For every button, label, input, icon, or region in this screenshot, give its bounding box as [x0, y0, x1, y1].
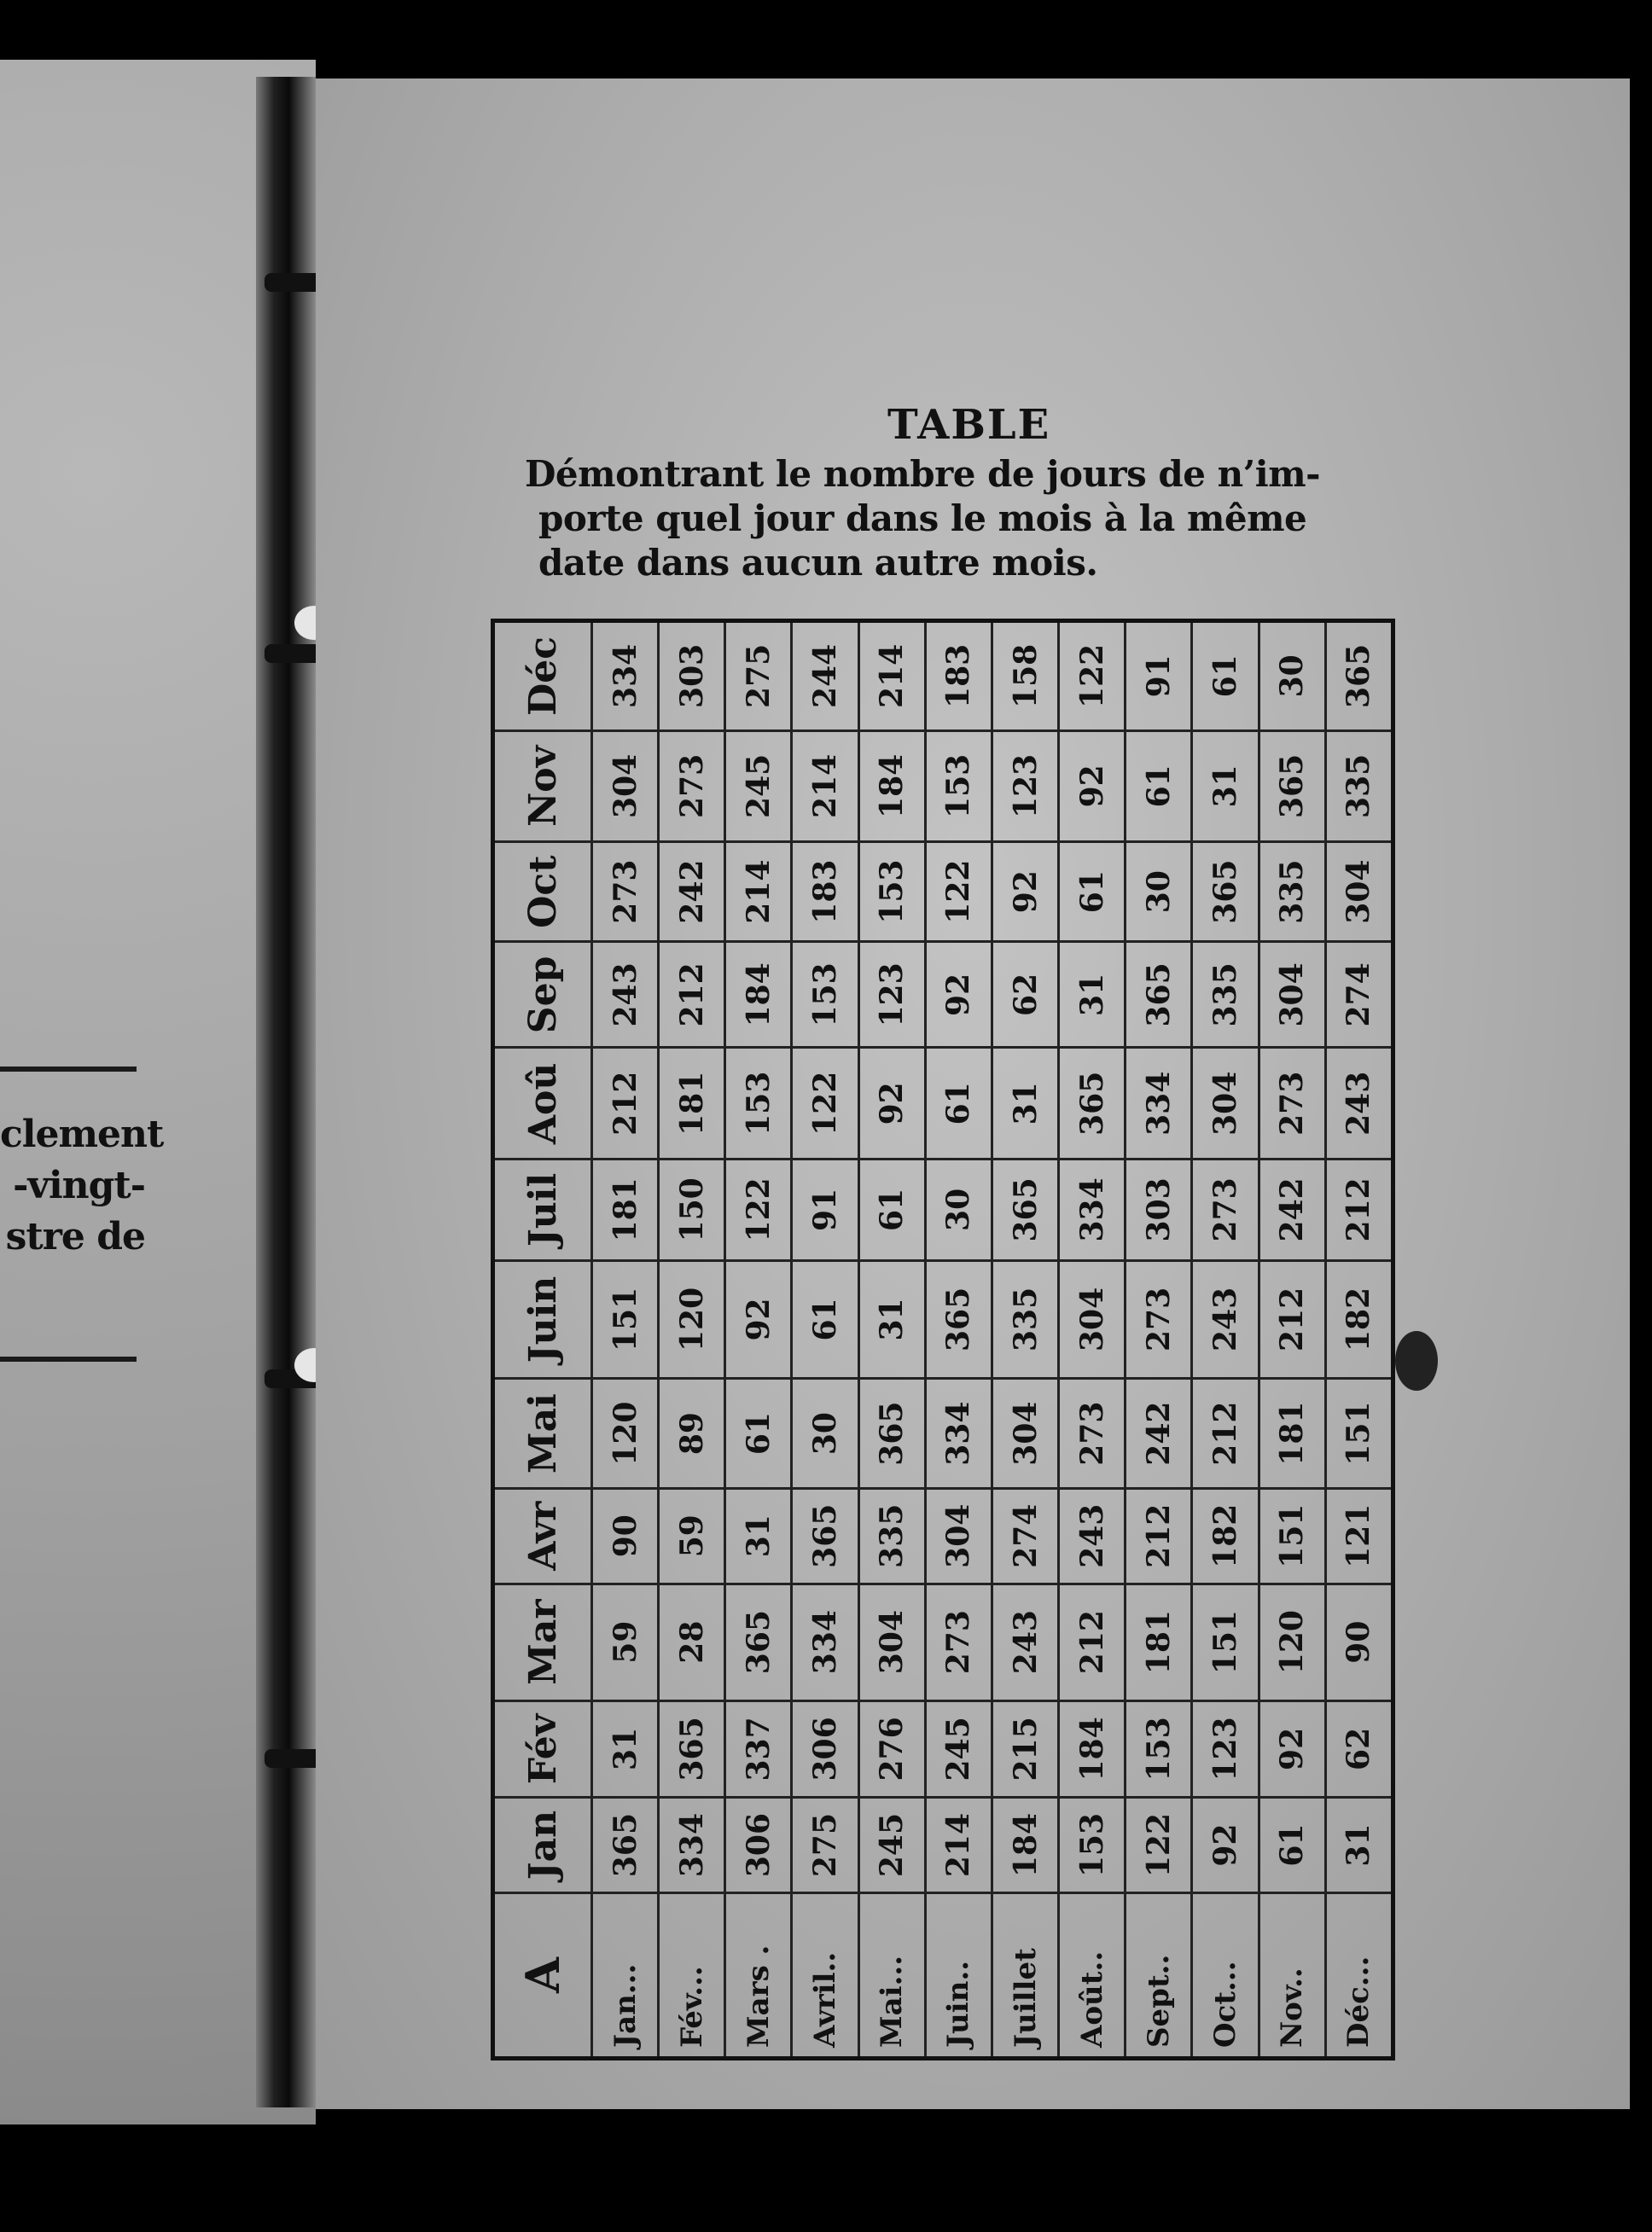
table-cell: 89: [659, 1379, 725, 1489]
table-cell: 365: [592, 1798, 659, 1893]
row-header: Juin..: [925, 1893, 992, 2059]
table-cell: 304: [925, 1488, 992, 1584]
table-cell: 242: [659, 841, 725, 941]
table-cell: 61: [1126, 730, 1192, 841]
table-row: [925, 621, 992, 2059]
table-cell: 62: [992, 942, 1058, 1048]
table-cell: 212: [592, 1048, 659, 1160]
table-cell: 122: [792, 1048, 858, 1160]
table-cell: 303: [1126, 1160, 1192, 1260]
table-cell: 31: [725, 1488, 792, 1584]
table-cell: 334: [925, 1379, 992, 1489]
table-cell: 365: [925, 1260, 992, 1379]
table-cell: 182: [1192, 1488, 1259, 1584]
column-header: Juil: [493, 1160, 592, 1260]
table-cell: 153: [858, 841, 925, 941]
table-cell: 243: [1325, 1048, 1393, 1160]
table-cell: 91: [1126, 621, 1192, 731]
row-header: Mars .: [725, 1893, 792, 2059]
table-cell: 122: [925, 841, 992, 941]
table-cell: 273: [659, 730, 725, 841]
table-cell: 153: [725, 1048, 792, 1160]
table-cell: 123: [992, 730, 1058, 841]
table-cell: 335: [1192, 942, 1259, 1048]
table-cell: 151: [1259, 1488, 1325, 1584]
column-header: Déc: [493, 621, 592, 731]
table-cell: 245: [725, 730, 792, 841]
table-cell: 243: [992, 1584, 1058, 1700]
table-cell: 212: [1325, 1160, 1393, 1260]
table-cell: 59: [659, 1488, 725, 1584]
table-cell: 274: [992, 1488, 1058, 1584]
table-cell: 365: [1059, 1048, 1126, 1160]
table-cell: 365: [1126, 942, 1192, 1048]
row-header: Sept..: [1126, 1893, 1192, 2059]
row-header: Fév...: [659, 1893, 725, 2059]
table-cell: 92: [992, 841, 1058, 941]
table-cell: 181: [659, 1048, 725, 1160]
row-header: Août..: [1059, 1893, 1126, 2059]
table-cell: 31: [858, 1260, 925, 1379]
table-cell: 306: [792, 1700, 858, 1797]
table-cell: 212: [1259, 1260, 1325, 1379]
subtitle-line: date dans aucun autre mois.: [538, 542, 1098, 584]
table-row: [1192, 621, 1259, 2059]
table-cell: 92: [925, 942, 992, 1048]
table-cell: 30: [1259, 621, 1325, 731]
column-header: Juin: [493, 1260, 592, 1379]
table-cell: 334: [592, 621, 659, 731]
row-header: Oct...: [1192, 1893, 1259, 2059]
table-cell: 30: [1126, 841, 1192, 941]
table-cell: 274: [1325, 942, 1393, 1048]
table-row: [592, 621, 659, 2059]
table-row: [725, 621, 792, 2059]
table-header-row: [493, 621, 592, 2059]
table-cell: 304: [858, 1584, 925, 1700]
row-header: Nov..: [1259, 1893, 1325, 2059]
table-cell: 273: [1259, 1048, 1325, 1160]
table-cell: 90: [1325, 1584, 1393, 1700]
column-header: Mar: [493, 1584, 592, 1700]
row-header: Déc...: [1325, 1893, 1393, 2059]
table-cell: 158: [992, 621, 1058, 731]
table-cell: 303: [659, 621, 725, 731]
table-cell: 273: [1059, 1379, 1126, 1489]
column-header: Avr: [493, 1488, 592, 1584]
table-cell: 92: [858, 1048, 925, 1160]
table-cell: 304: [1059, 1260, 1126, 1379]
table-cell: 30: [792, 1379, 858, 1489]
table-cell: 92: [1192, 1798, 1259, 1893]
table-cell: 123: [1192, 1700, 1259, 1797]
table-cell: 62: [1325, 1700, 1393, 1797]
table-row: [1126, 621, 1192, 2059]
table-cell: 31: [992, 1048, 1058, 1160]
page-subtitle: [525, 452, 1412, 585]
table-cell: 365: [1259, 730, 1325, 841]
table-cell: 335: [992, 1260, 1058, 1379]
table-cell: 122: [1059, 621, 1126, 731]
table-cell: 242: [1126, 1379, 1192, 1489]
table-cell: 184: [1059, 1700, 1126, 1797]
table-cell: 212: [1059, 1584, 1126, 1700]
table-row: [858, 621, 925, 2059]
table-cell: 245: [925, 1700, 992, 1797]
column-header: Mai: [493, 1379, 592, 1489]
table-cell: 275: [725, 621, 792, 731]
table-cell: 273: [925, 1584, 992, 1700]
subtitle-line: porte quel jour dans le mois à la même: [538, 497, 1307, 539]
table-cell: 275: [792, 1798, 858, 1893]
table-cell: 30: [925, 1160, 992, 1260]
table-cell: 31: [1325, 1798, 1393, 1893]
table-cell: 61: [925, 1048, 992, 1160]
column-header: Oct: [493, 841, 592, 941]
table-cell: 31: [1192, 730, 1259, 841]
table-cell: 337: [725, 1700, 792, 1797]
table-cell: 122: [1126, 1798, 1192, 1893]
table-cell: 243: [592, 942, 659, 1048]
table-cell: 335: [1325, 730, 1393, 841]
column-header: Nov: [493, 730, 592, 841]
table-cell: 214: [858, 621, 925, 731]
table-cell: 334: [1059, 1160, 1126, 1260]
ink-blot: [1395, 1331, 1438, 1391]
table-cell: 120: [592, 1379, 659, 1489]
table-cell: 150: [659, 1160, 725, 1260]
table-cell: 59: [592, 1584, 659, 1700]
table-cell: 181: [592, 1160, 659, 1260]
table-cell: 365: [659, 1700, 725, 1797]
table-cell: 153: [792, 942, 858, 1048]
table-cell: 31: [1059, 942, 1126, 1048]
subtitle-line: Démontrant le nombre de jours de n’im-: [525, 453, 1321, 495]
table-cell: 304: [1325, 841, 1393, 941]
table-cell: 212: [1126, 1488, 1192, 1584]
table-cell: 334: [659, 1798, 725, 1893]
table-cell: 334: [792, 1584, 858, 1700]
table-cell: 121: [1325, 1488, 1393, 1584]
table-cell: 92: [1259, 1700, 1325, 1797]
table-cell: 273: [1126, 1260, 1192, 1379]
table-cell: 61: [725, 1379, 792, 1489]
table-cell: 214: [792, 730, 858, 841]
table-cell: 120: [659, 1260, 725, 1379]
page-title: TABLE: [887, 401, 1051, 449]
table-cell: 243: [1059, 1488, 1126, 1584]
previous-page-text-line: stre de: [5, 1215, 145, 1258]
table-cell: 123: [858, 942, 925, 1048]
row-header: Jan...: [592, 1893, 659, 2059]
table-row: [659, 621, 725, 2059]
table-cell: 334: [1126, 1048, 1192, 1160]
table-cell: 153: [925, 730, 992, 841]
table-cell: 214: [925, 1798, 992, 1893]
divider-rule: [0, 1067, 137, 1072]
table-row: [792, 621, 858, 2059]
previous-page-text-line: -vingt-: [13, 1164, 145, 1207]
table-cell: 61: [1259, 1798, 1325, 1893]
table-cell: 365: [1325, 621, 1393, 731]
table-cell: 90: [592, 1488, 659, 1584]
table-cell: 273: [592, 841, 659, 941]
table-cell: 92: [725, 1260, 792, 1379]
table-cell: 184: [858, 730, 925, 841]
table-cell: 61: [858, 1160, 925, 1260]
table-cell: 335: [858, 1488, 925, 1584]
table-row: [1259, 621, 1325, 2059]
table-cell: 182: [1325, 1260, 1393, 1379]
table-row: [1325, 621, 1393, 2059]
table-cell: 335: [1259, 841, 1325, 941]
table-cell: 184: [992, 1798, 1058, 1893]
table-cell: 273: [1192, 1160, 1259, 1260]
days-between-months-table: [491, 619, 1395, 2061]
table-cell: 304: [992, 1379, 1058, 1489]
table-cell: 365: [858, 1379, 925, 1489]
table-cell: 183: [925, 621, 992, 731]
row-header: Mai...: [858, 1893, 925, 2059]
table-cell: 91: [792, 1160, 858, 1260]
column-header: Fév: [493, 1700, 592, 1797]
table-cell: 212: [659, 942, 725, 1048]
table-cell: 244: [792, 621, 858, 731]
table-cell: 92: [1059, 730, 1126, 841]
row-header: Avril..: [792, 1893, 858, 2059]
table-cell: 181: [1126, 1584, 1192, 1700]
table-cell: 215: [992, 1700, 1058, 1797]
table-cell: 61: [1059, 841, 1126, 941]
table-cell: 122: [725, 1160, 792, 1260]
table-cell: 120: [1259, 1584, 1325, 1700]
table-cell: 243: [1192, 1260, 1259, 1379]
table-cell: 365: [1192, 841, 1259, 941]
table-cell: 245: [858, 1798, 925, 1893]
table-cell: 183: [792, 841, 858, 941]
previous-page-text-line: clement: [0, 1113, 164, 1156]
table-cell: 151: [1192, 1584, 1259, 1700]
column-header: Jan: [493, 1798, 592, 1893]
table-cell: 153: [1126, 1700, 1192, 1797]
book-binding: [256, 77, 316, 2107]
table-cell: 214: [725, 841, 792, 941]
table-cell: 242: [1259, 1160, 1325, 1260]
divider-rule: [0, 1357, 137, 1362]
table-row: [992, 621, 1058, 2059]
row-header: Juillet: [992, 1893, 1058, 2059]
table-cell: 365: [725, 1584, 792, 1700]
table-cell: 304: [1259, 942, 1325, 1048]
column-header: Aoû: [493, 1048, 592, 1160]
table-cell: 61: [792, 1260, 858, 1379]
table-cell: 31: [592, 1700, 659, 1797]
table-cell: 365: [792, 1488, 858, 1584]
table-cell: 151: [1325, 1379, 1393, 1489]
table-cell: 304: [1192, 1048, 1259, 1160]
table-cell: 184: [725, 942, 792, 1048]
table-cell: 151: [592, 1260, 659, 1379]
table-cell: 28: [659, 1584, 725, 1700]
table-cell: 212: [1192, 1379, 1259, 1489]
table-row: [1059, 621, 1126, 2059]
table-cell: 153: [1059, 1798, 1126, 1893]
table-cell: 181: [1259, 1379, 1325, 1489]
table-cell: 306: [725, 1798, 792, 1893]
table-cell: 304: [592, 730, 659, 841]
days-table-rotated: [491, 619, 1395, 2061]
table-cell: 276: [858, 1700, 925, 1797]
table-cell: 61: [1192, 621, 1259, 731]
table-cell: 365: [992, 1160, 1058, 1260]
corner-header: A: [493, 1893, 592, 2059]
column-header: Sep: [493, 942, 592, 1048]
